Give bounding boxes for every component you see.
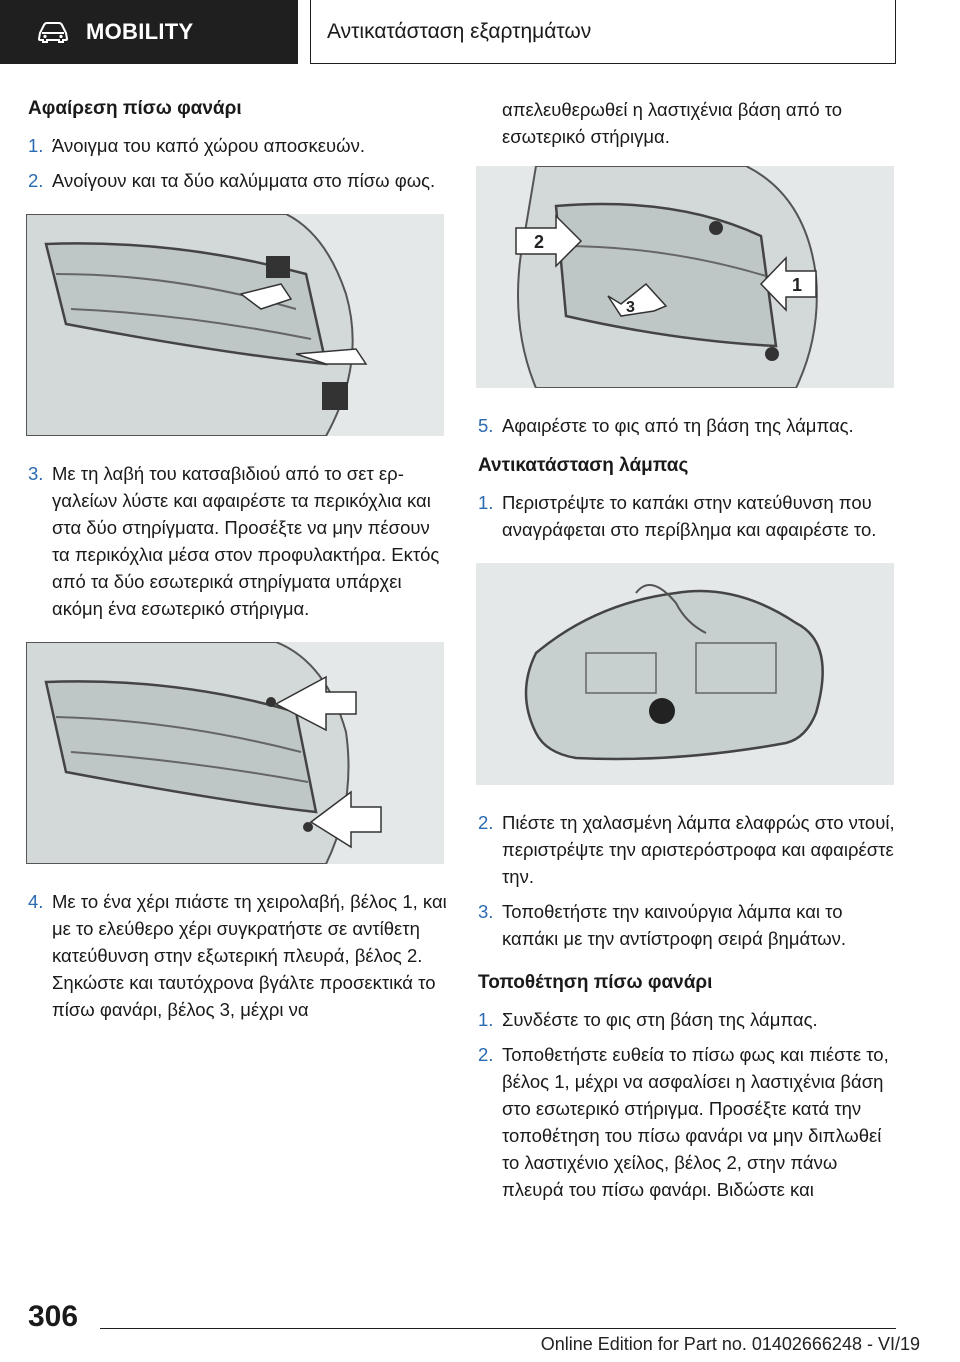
figure-bulb-housing (476, 563, 894, 785)
list-item: 1. Περιστρέψτε το καπάκι στην κατεύθυνση που αναγράφεται στο περίβλημα και αφαιρέστε το. (478, 492, 877, 540)
list-item: 1. Άνοιγμα του καπό χώρου αποσκευών. (28, 135, 365, 156)
brand-label: MOBILITY (86, 19, 194, 44)
heading-install-rear-light: Τοποθέτηση πίσω φανάρι (478, 972, 713, 993)
list-item: 5. Αφαιρέστε το φις από τη βάση της λάμπας. (478, 415, 854, 436)
continuation-text: απελευθερωθεί η λαστιχένια βάση από το εσωτερικό στήριγμα. (502, 99, 843, 147)
header-brand-block (0, 0, 298, 64)
list-item: 2. Τοποθετήστε ευθεία το πίσω φως και πιέστε το, βέλος 1, μέχρι να ασφαλίσει η λαστιχένια βάση στο εσωτερικό στήριγμα. Προσέξτε κατά την τοποθέτηση του πίσω φανάρι να μην διπλωθεί το λαστιχένιο χείλος, βέλος 2, στην πάνω πλευρά του πίσω φανάρι. Βιδώστε και (478, 1044, 889, 1200)
arrow-label-2: 2 (534, 232, 545, 252)
list-item: 3. Με τη λαβή του κατσαβιδιού από το σετ εργαλείων λύστε και αφαιρέστε τα περικόχλια και στα δύο στηρίγματα. Προσέξτε να μην πέσουν τα περικόχλια μέσα στον προφυλακτήρα. Εκτός από τα δύο εσωτερικά στηρίγματα υπάρχει ακόμη ένα εσωτερικό στήριγμα. (28, 463, 440, 619)
list-item: 1. Συνδέστε το φις στη βάση της λάμπας. (478, 1009, 818, 1030)
heading-replace-bulb: Αντικατάσταση λάμπας (478, 455, 689, 476)
list-item: 2. Πιέστε τη χαλασμένη λάμπα ελαφρώς στο ντουί, περιστρέψτε την αριστερόστροφα και αφαιρέστε την. (478, 812, 895, 887)
figure-rear-light-supports (26, 642, 444, 864)
section-title: Αντικατάσταση εξαρτημάτων (327, 19, 592, 43)
list-item: 3. Τοποθετήστε την καινούργια λάμπα και το καπάκι με την αντίστροφη σειρά βημάτων. (478, 901, 847, 949)
list-item: 2. Ανοίγουν και τα δύο καλύμματα στο πίσω φως. (28, 170, 436, 191)
page-number: 306 (28, 1300, 79, 1333)
car-icon (36, 20, 70, 44)
figure-rear-light-covers (26, 214, 444, 436)
arrow-label-1: 1 (792, 275, 803, 295)
right-column (478, 96, 898, 1211)
list-item: 4. Με το ένα χέρι πιάστε τη χειρολαβή, βέλος 1, και με το ελεύθερο χέρι συγκρατήστε σε αντίθετη κατεύθυνση στην εξωτερική πλευρά, βέλος 2. Σηκώστε και ταυτόχρονα βγάλτε προσεκτικά το πίσω φανάρι, βέλος 3, μέχρι να (28, 891, 447, 1020)
section-header (310, 0, 896, 64)
footer-divider (100, 1328, 896, 1329)
figure-rear-light-removal-arrows (476, 166, 894, 388)
heading-remove-rear-light: Αφαίρεση πίσω φανάρι (28, 98, 242, 119)
arrow-label-3: 3 (626, 299, 635, 316)
left-column (28, 96, 448, 1031)
footer-edition: Online Edition for Part no. 01402666248 - VI/19 (540, 1334, 920, 1354)
